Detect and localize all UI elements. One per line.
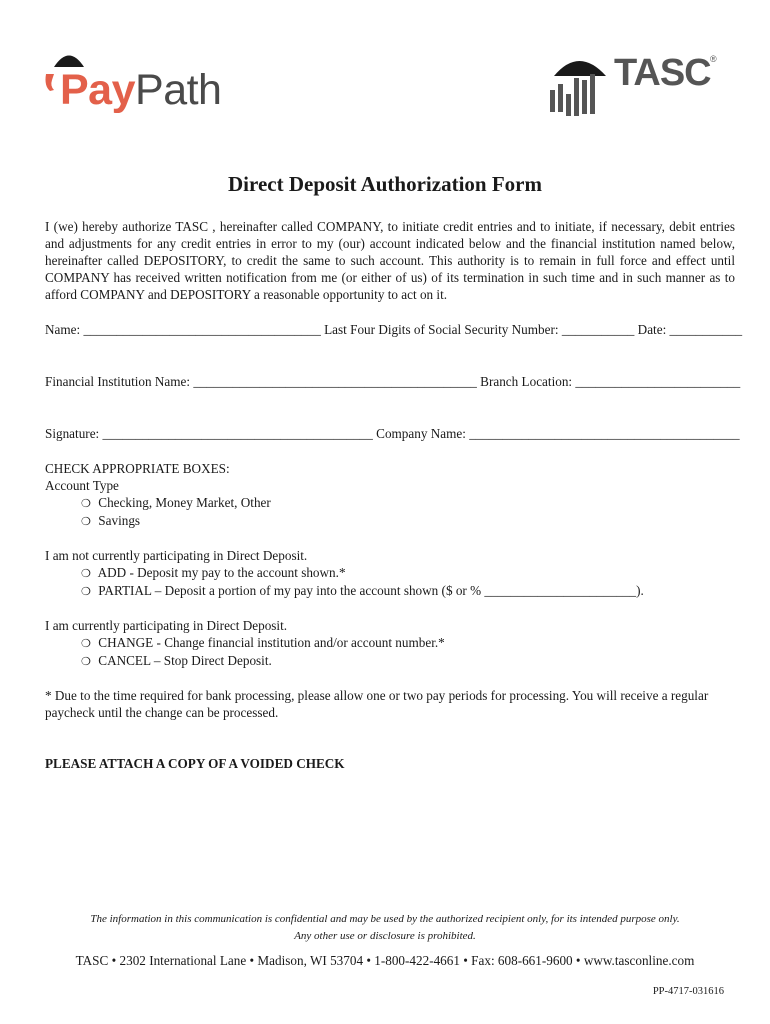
checkbox-partial[interactable]: ❍ <box>81 585 91 598</box>
check-boxes-section <box>45 460 735 772</box>
confidentiality-notice <box>0 911 770 945</box>
ssn-label: Last Four Digits of Social Security Number: <box>324 322 559 337</box>
option-savings[interactable] <box>45 512 735 530</box>
check-boxes-heading: CHECK APPROPRIATE BOXES: <box>45 461 230 476</box>
paypath-logo <box>44 50 234 130</box>
option-partial-label: PARTIAL – Deposit a portion of my pay into the account shown ($ or % <box>98 583 482 598</box>
not-participating-label: I am not currently participating in Direct Deposit. <box>45 548 308 563</box>
page-title: Direct Deposit Authorization Form <box>228 172 542 196</box>
checkbox-add[interactable]: ❍ <box>81 567 91 580</box>
processing-note: * Due to the time required for bank processing, please allow one or two pay periods for processing. You will receive a regular paycheck until the change can be processed. <box>45 688 709 720</box>
option-savings-label: Savings <box>98 513 141 528</box>
option-cancel[interactable] <box>45 652 735 670</box>
checkbox-checking[interactable]: ❍ <box>81 497 91 510</box>
partial-amount-field[interactable]: _______________________ <box>484 583 637 598</box>
option-add-label: ADD - Deposit my pay to the account shown.* <box>97 565 346 580</box>
option-checking[interactable] <box>45 494 735 512</box>
account-type-label: Account Type <box>45 478 119 493</box>
confidentiality-line-2: Any other use or disclosure is prohibited. <box>294 930 476 942</box>
ssn-field[interactable]: ___________ <box>561 322 635 337</box>
field-row-name <box>45 322 743 338</box>
date-field[interactable]: ___________ <box>669 322 743 337</box>
confidentiality-line-1: The information in this communication is confidential and may be used by the authorized recipient only, for its intended purpose only. <box>90 913 680 925</box>
signature-field[interactable]: _________________________________________ <box>102 426 373 441</box>
option-cancel-label: CANCEL – Stop Direct Deposit. <box>98 653 272 668</box>
signature-label: Signature: <box>45 426 100 441</box>
option-change-label: CHANGE - Change financial institution and/or account number.* <box>98 635 445 650</box>
paypath-logo-path: Path <box>135 66 222 114</box>
option-add[interactable] <box>45 564 735 582</box>
name-field[interactable]: ____________________________________ <box>83 322 321 337</box>
option-partial-close: ). <box>636 583 644 598</box>
checkbox-change[interactable]: ❍ <box>81 637 91 650</box>
paypath-tick-icon <box>44 74 56 92</box>
checkbox-savings[interactable]: ❍ <box>81 515 91 528</box>
branch-field[interactable]: _________________________ <box>575 374 741 389</box>
tasc-emblem-icon <box>544 50 614 120</box>
tasc-logo <box>544 50 724 125</box>
footer-address: TASC • 2302 International Lane • Madison, WI 53704 • 1-800-422-4661 • Fax: 608-661-9600 • www.tasconline.com <box>75 953 695 968</box>
tasc-logo-text: TASC <box>614 52 711 94</box>
participating-label: I am currently participating in Direct Deposit. <box>45 618 288 633</box>
option-partial[interactable] <box>45 582 735 600</box>
attach-check-notice: PLEASE ATTACH A COPY OF A VOIDED CHECK <box>45 756 345 771</box>
name-label: Name: <box>45 322 81 337</box>
field-row-institution <box>45 374 741 390</box>
option-checking-label: Checking, Money Market, Other <box>98 495 271 510</box>
company-label: Company Name: <box>376 426 466 441</box>
checkbox-cancel[interactable]: ❍ <box>81 655 91 668</box>
institution-label: Financial Institution Name: <box>45 374 191 389</box>
form-code: PP-4717-031616 <box>652 986 724 997</box>
field-row-signature <box>45 426 740 442</box>
branch-label: Branch Location: <box>480 374 573 389</box>
tasc-registered-mark: ® <box>710 54 717 64</box>
company-field[interactable]: _________________________________________ <box>469 426 740 441</box>
paypath-logo-pay: Pay <box>60 66 136 114</box>
option-change[interactable] <box>45 634 735 652</box>
authorization-paragraph: I (we) hereby authorize TASC , hereinafter called COMPANY, to initiate credit entries and to initiate, if necessary, debit entries and adjustments for any credit entries in error to my (our) account indicated below and the financial institution named below, hereinafter called DEPOSITORY, to credit the same to such account. This authority is to remain in full force and effect until COMPANY has received written notification from me (or either of us) of its termination in such time and in such manner as to afford COMPANY and DEPOSITORY a reasonable opportunity to act on it. <box>45 219 735 302</box>
institution-field[interactable]: ___________________________________________ <box>193 374 477 389</box>
date-label: Date: <box>637 322 667 337</box>
